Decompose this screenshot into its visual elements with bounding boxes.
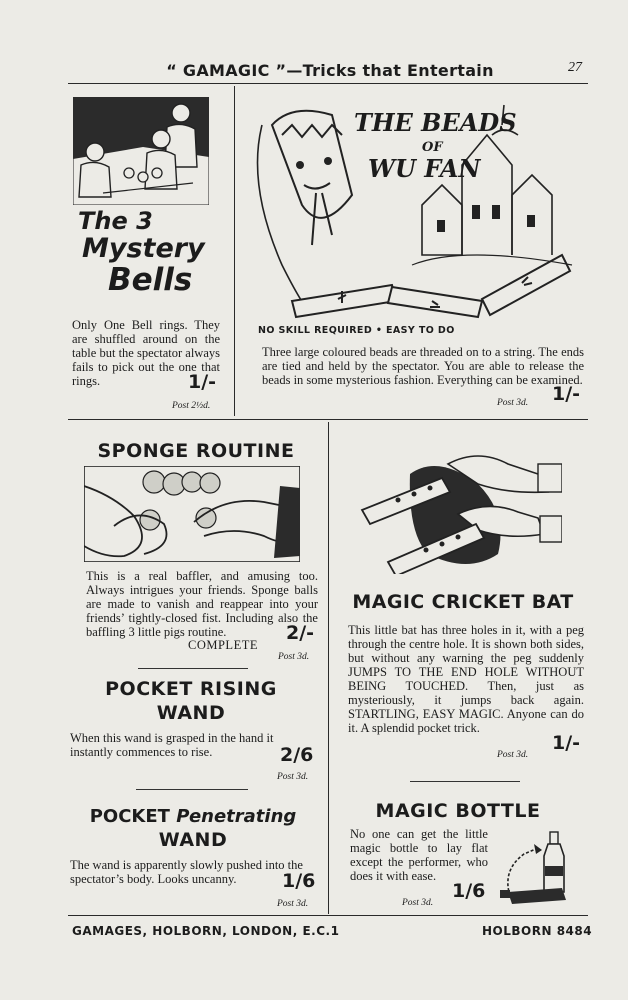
bottle-postage: Post 3d.	[402, 898, 434, 908]
top-column-divider	[234, 86, 235, 416]
rising-wand-title-line1: POCKET RISING	[105, 678, 277, 700]
cricket-bat-illustration	[358, 444, 562, 574]
sponge-description: This is a real baffler, and amusing too. Always intrigues your friends. Sponge balls are made to vanish and reappear into your friends’ tightly-closed fist. Including also the baffling 3 little pigs routine.	[86, 569, 318, 639]
penetrating-wand-postage: Post 3d.	[277, 899, 309, 909]
beads-postage: Post 3d.	[497, 398, 529, 408]
beads-art-title-line3: WU FAN	[368, 154, 481, 183]
beads-illustration	[242, 95, 582, 335]
penetrating-wand-price: 1/6	[282, 870, 316, 892]
bells-title-line1: The 3	[78, 207, 153, 235]
beads-art-title-line2: OF	[422, 140, 443, 155]
header-rule	[68, 83, 588, 84]
beads-description: Three large coloured beads are threaded on to a string. The ends are tied and held by the spectator. You are able to release the beads in some mysterious fashion. Everything can be examined.	[262, 345, 584, 387]
bells-title-line3: Bells	[108, 262, 193, 298]
bottle-title: MAGIC BOTTLE	[375, 800, 541, 822]
bells-illustration	[73, 97, 209, 205]
rising-wand-description: When this wand is grasped in the hand it instantly commences to rise.	[70, 731, 274, 759]
beads-price: 1/-	[552, 383, 581, 405]
rising-wand-price: 2/6	[280, 744, 314, 766]
footer-phone: HOLBORN 8484	[482, 924, 593, 938]
sponge-postage: Post 3d.	[278, 652, 310, 662]
cricket-bat-price: 1/-	[552, 732, 581, 754]
page-title: “ GAMAGIC ”—Tricks that Entertain	[166, 61, 494, 80]
bottle-illustration	[498, 826, 580, 906]
bells-title-line2: Mystery	[82, 233, 205, 264]
cricket-bat-postage: Post 3d.	[497, 750, 529, 760]
bells-description: Only One Bell rings. They are shuffled around on the table but the spectator always fails to pick out the one that rings.	[72, 318, 220, 388]
rising-wand-postage: Post 3d.	[277, 772, 309, 782]
sponge-complete-label: COMPLETE	[188, 638, 258, 652]
cricket-bat-title: MAGIC CRICKET BAT	[352, 591, 574, 613]
mid-horizontal-rule	[68, 419, 588, 420]
bells-postage: Post 2½d.	[172, 401, 211, 411]
bottle-price: 1/6	[452, 880, 486, 902]
sponge-separator	[138, 668, 248, 669]
beads-art-title-line1: THE BEADS	[354, 108, 517, 137]
footer-address: GAMAGES, HOLBORN, LONDON, E.C.1	[72, 924, 340, 938]
sponge-title: SPONGE ROUTINE	[97, 440, 295, 462]
bottle-description: No one can get the little magic bottle to lay flat except the performer, who does it with ease.	[350, 827, 488, 883]
penetrating-wand-title-word2: Penetrating	[176, 806, 297, 827]
sponge-price: 2/-	[286, 622, 315, 644]
bottom-column-divider	[328, 422, 329, 914]
penetrating-wand-title-word1: POCKET	[89, 806, 170, 827]
footer-rule	[68, 915, 588, 916]
rising-wand-title-line2: WAND	[156, 702, 226, 724]
rising-wand-separator	[136, 789, 248, 790]
bells-title	[78, 208, 218, 296]
penetrating-wand-title-line1	[70, 806, 316, 827]
penetrating-wand-description: The wand is apparently slowly pushed into the spectator’s body. Looks uncanny.	[70, 858, 303, 886]
beads-caption: NO SKILL REQUIRED • EASY TO DO	[258, 325, 455, 336]
sponge-illustration	[84, 466, 300, 562]
cricket-bat-separator	[410, 781, 520, 782]
bells-price: 1/-	[188, 371, 217, 393]
penetrating-wand-title-line2: WAND	[158, 829, 228, 851]
cricket-bat-description: This little bat has three holes in it, with a peg through the centre hole. It is shown both sides, but without any warning the peg suddenly JUMPS TO THE END HOLE WITHOUT BEING TOUCHED. Then, just as mysteriously, it jumps back again. STARTLING, EASY MAGIC. Anyone can do it. A splendid pocket trick.	[348, 623, 584, 735]
page-number: 27	[568, 60, 582, 75]
